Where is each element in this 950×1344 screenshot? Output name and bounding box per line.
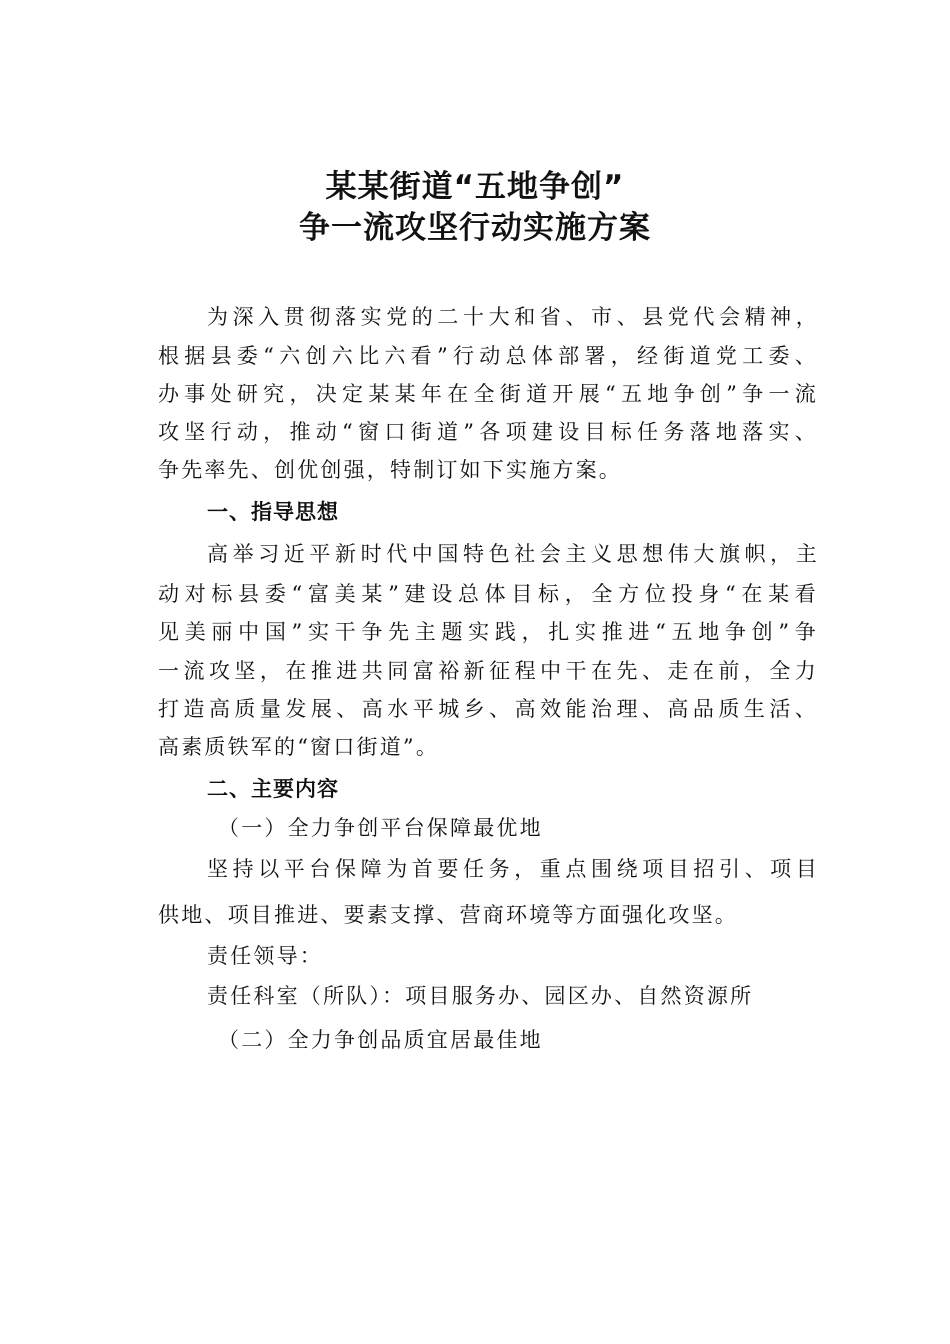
sub1-leader: 责任领导：	[207, 944, 323, 968]
document-title-line2: 争一流攻坚行动实施方案	[299, 210, 651, 246]
document-title-line1: 某某街道“五地争创”	[325, 169, 625, 205]
section1-line-6: 高素质铁军的“窗口街道”。	[158, 735, 440, 759]
section1-line-1: 高举习近平新时代中国特色社会主义思想伟大旗帜，主	[207, 542, 819, 566]
section1-line-5: 打造高质量发展、高水平城乡、高效能治理、高品质生活、	[158, 697, 818, 721]
sub1-line-1: 坚持以平台保障为首要任务，重点围绕项目招引、项目	[207, 857, 819, 881]
sub1-heading: （一）全力争创平台保障最优地	[218, 816, 543, 840]
section1-line-2: 动对标县委“富美某”建设总体目标，全方位投身“在某看	[158, 582, 818, 606]
section1-line-3: 见美丽中国”实干争先主题实践，扎实推进“五地争创”争	[158, 620, 818, 644]
intro-line-2: 根据县委“六创六比六看”行动总体部署，经街道党工委、	[158, 344, 818, 368]
sub2-heading: （二）全力争创品质宜居最佳地	[218, 1028, 543, 1052]
section2-heading: 二、主要内容	[207, 777, 339, 801]
intro-line-5: 争先率先、创优创强，特制订如下实施方案。	[158, 458, 622, 482]
section1-heading: 一、指导思想	[207, 500, 339, 524]
section1-line-4: 一流攻坚，在推进共同富裕新征程中干在先、走在前，全力	[158, 659, 818, 683]
intro-line-3: 办事处研究，决定某某年在全街道开展“五地争创”争一流	[158, 382, 818, 406]
intro-line-1: 为深入贯彻落实党的二十大和省、市、县党代会精神，	[207, 305, 819, 329]
intro-line-4: 攻坚行动，推动“窗口街道”各项建设目标任务落地落实、	[158, 420, 818, 444]
sub1-office: 责任科室（所队）：项目服务办、园区办、自然资源所	[207, 984, 754, 1008]
sub1-line-2: 供地、项目推进、要素支撑、营商环境等方面强化攻坚。	[158, 903, 738, 927]
